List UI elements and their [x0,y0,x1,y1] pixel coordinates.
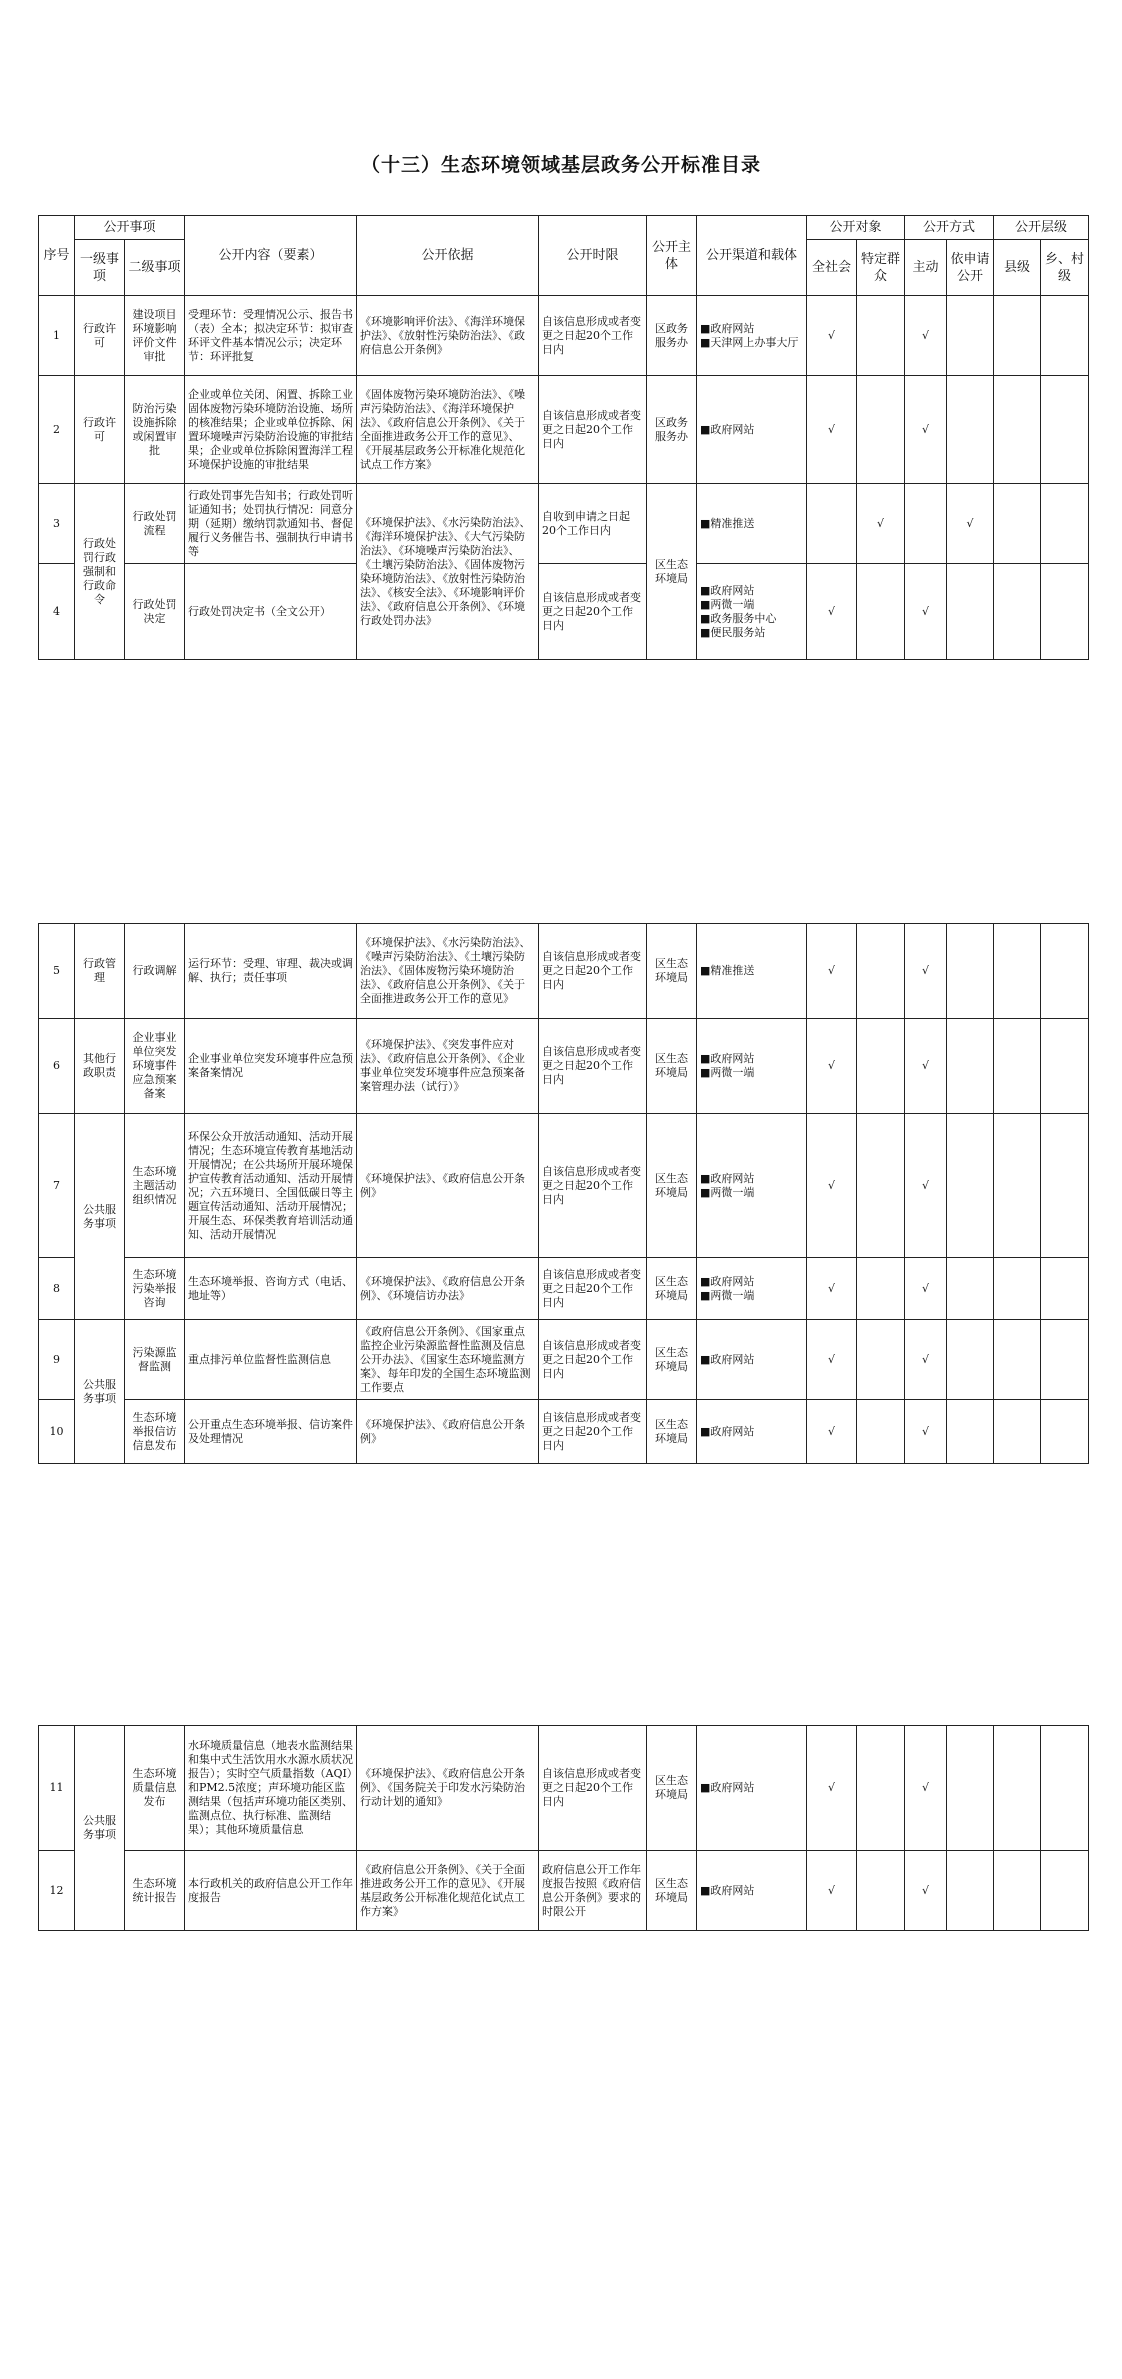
check-all-society: √ [807,1320,857,1400]
row-period: 自该信息形成或者变更之日起20个工作日内 [539,564,647,660]
row-content: 水环境质量信息（地表水监测结果和集中式生活饮用水水源水质状况报告）；实时空气质量指数（AQI）和PM2.5浓度；声环境功能区监测结果（包括声环境功能区类别、监测点位、执行标准、监测结果）；其他环境质量信息 [185,1726,357,1851]
table-row [39,564,1089,660]
empty-cell [994,924,1041,1019]
empty-cell [994,1258,1041,1320]
table-row [39,1400,1089,1464]
check-active: √ [905,1851,947,1931]
row-level1: 其他行政职责 [75,1019,125,1114]
channel-item: ■政府网站 [700,1883,755,1897]
empty-cell [1041,484,1089,564]
row-seq: 12 [39,1851,75,1931]
row-seq: 3 [39,484,75,564]
channel-item: ■政府网站 [700,1171,755,1185]
header-all-society: 全社会 [807,240,857,296]
empty-cell [857,1114,905,1258]
channel-item: ■两微一端 [700,1288,755,1302]
row-basis: 《环境保护法》、《政府信息公开条例》、《环境信访办法》 [357,1258,539,1320]
row-content: 环保公众开放活动通知、活动开展情况；生态环境宣传教育基地活动开展情况；在公共场所开展环境保护宣传教育活动通知、活动开展情况；六五环境日、全国低碳日等主题宣传活动通知、活动开展情况；开展生态、环保类教育培训活动通知、活动开展情况 [185,1114,357,1258]
empty-cell [947,1320,994,1400]
empty-cell [994,296,1041,376]
header-active: 主动 [905,240,947,296]
catalog-table-part-2 [38,923,1089,1464]
row-level1: 行政许可 [75,376,125,484]
header-county: 县级 [994,240,1041,296]
empty-cell [857,1320,905,1400]
header-seq: 序号 [39,216,75,296]
channel-item: ■两微一端 [700,597,755,611]
empty-cell [857,1258,905,1320]
row-basis: 《环境保护法》、《突发事件应对法》、《政府信息公开条例》、《企业事业单位突发环境事件应急预案备案管理办法（试行）》 [357,1019,539,1114]
row-seq: 2 [39,376,75,484]
empty-cell [857,376,905,484]
check-all-society: √ [807,1851,857,1931]
header-content: 公开内容（要素） [185,216,357,296]
row-content: 生态环境举报、咨询方式（电话、地址等） [185,1258,357,1320]
row-period: 自该信息形成或者变更之日起20个工作日内 [539,924,647,1019]
check-all-society: √ [807,1400,857,1464]
empty-cell [947,1019,994,1114]
row-content: 企业或单位关闭、闲置、拆除工业固体废物污染环境防治设施、场所的核准结果；企业或单位拆除、闲置环境噪声污染防治设施的审批结果；企业或单位拆除闲置海洋工程环境保护设施的审批结果 [185,376,357,484]
empty-cell [857,1400,905,1464]
row-seq: 1 [39,296,75,376]
row-level2: 生态环境质量信息发布 [125,1726,185,1851]
table-row [39,1320,1089,1400]
check-active: √ [905,1258,947,1320]
row-subject: 区政务服务办 [647,376,697,484]
row-channels [697,484,807,564]
empty-cell [994,1114,1041,1258]
header-on-request: 依申请公开 [947,240,994,296]
row-period: 政府信息公开工作年度报告按照《政府信息公开条例》要求的时限公开 [539,1851,647,1931]
catalog-table-part-3 [38,1725,1089,1931]
check-active: √ [905,924,947,1019]
row-level2: 行政调解 [125,924,185,1019]
row-channels [697,376,807,484]
row-seq: 7 [39,1114,75,1258]
empty-cell [947,564,994,660]
channel-item: ■政府网站 [700,1424,755,1438]
row-level1: 行政处罚行政强制和行政命令 [75,484,125,660]
check-active: √ [905,1320,947,1400]
empty-cell [994,1400,1041,1464]
row-subject: 区生态环境局 [647,924,697,1019]
check-all-society: √ [807,376,857,484]
row-level2: 防治污染设施拆除或闲置审批 [125,376,185,484]
table-row [39,1114,1089,1258]
row-basis: 《政府信息公开条例》、《国家重点监控企业污染源监督性监测及信息公开办法》、《国家生态环境监测方案》、每年印发的全国生态环境监测工作要点 [357,1320,539,1400]
header-subject: 公开主体 [647,216,697,296]
row-level2: 生态环境举报信访信息发布 [125,1400,185,1464]
row-content: 重点排污单位监督性监测信息 [185,1320,357,1400]
empty-cell [1041,376,1089,484]
row-period: 自该信息形成或者变更之日起20个工作日内 [539,1258,647,1320]
empty-cell [1041,924,1089,1019]
row-channels [697,1726,807,1851]
row-subject: 区生态环境局 [647,1400,697,1464]
header-basis: 公开依据 [357,216,539,296]
row-channels [697,1851,807,1931]
table-row [39,296,1089,376]
row-period: 自该信息形成或者变更之日起20个工作日内 [539,1726,647,1851]
row-content: 行政处罚事先告知书；行政处罚听证通知书；处罚执行情况：同意分期（延期）缴纳罚款通知书、督促履行义务催告书、强制执行申请书等 [185,484,357,564]
empty-cell [947,376,994,484]
check-active: √ [905,1019,947,1114]
check-active: √ [905,376,947,484]
row-basis: 《环境保护法》、《政府信息公开条例》、《国务院关于印发水污染防治行动计划的通知》 [357,1726,539,1851]
empty-cell [994,1320,1041,1400]
row-period: 自该信息形成或者变更之日起20个工作日内 [539,1320,647,1400]
check-specific: √ [857,484,905,564]
channel-item: ■政府网站 [700,422,755,436]
row-seq: 4 [39,564,75,660]
header-specific: 特定群众 [857,240,905,296]
row-content: 本行政机关的政府信息公开工作年度报告 [185,1851,357,1931]
header-target-group: 公开对象 [807,216,905,240]
row-level1: 行政许可 [75,296,125,376]
row-basis: 《政府信息公开条例》、《关于全面推进政务公开工作的意见》、《开展基层政务公开标准化规范化试点工作方案》 [357,1851,539,1931]
row-subject: 区生态环境局 [647,484,697,660]
row-level2: 行政处罚决定 [125,564,185,660]
channel-item: ■天津网上办事大厅 [700,335,799,349]
check-active: √ [905,1726,947,1851]
table-row [39,1851,1089,1931]
row-channels [697,1320,807,1400]
row-subject: 区生态环境局 [647,1019,697,1114]
row-level2: 建设项目环境影响评价文件审批 [125,296,185,376]
check-active: √ [905,296,947,376]
row-level2: 企业事业单位突发环境事件应急预案备案 [125,1019,185,1114]
row-basis: 《环境保护法》、《水污染防治法》、《噪声污染防治法》、《土壤污染防治法》、《固体废物污染环境防治法》、《政府信息公开条例》、《关于全面推进政务公开工作的意见》 [357,924,539,1019]
table-row [39,484,1089,564]
table-row [39,1019,1089,1114]
row-level2: 污染源监督监测 [125,1320,185,1400]
row-content: 企业事业单位突发环境事件应急预案备案情况 [185,1019,357,1114]
empty-cell [1041,1320,1089,1400]
row-level1: 公共服务事项 [75,1114,125,1320]
row-level1: 行政管理 [75,924,125,1019]
check-all-society: √ [807,564,857,660]
check-all-society: √ [807,296,857,376]
row-period: 自该信息形成或者变更之日起20个工作日内 [539,376,647,484]
table-row [39,1726,1089,1851]
row-content: 受理环节：受理情况公示、报告书（表）全本；拟决定环节：拟审查环评文件基本情况公示；决定环节：环评批复 [185,296,357,376]
empty-cell [994,564,1041,660]
row-period: 自该信息形成或者变更之日起20个工作日内 [539,1400,647,1464]
row-level2: 生态环境统计报告 [125,1851,185,1931]
header-level2: 二级事项 [125,240,185,296]
channel-item: ■政府网站 [700,583,755,597]
row-period: 自该信息形成或者变更之日起20个工作日内 [539,1114,647,1258]
row-period: 自该信息形成或者变更之日起20个工作日内 [539,1019,647,1114]
row-channels [697,1400,807,1464]
check-active: √ [905,1400,947,1464]
channel-item: ■政务服务中心 [700,611,777,625]
table-row [39,376,1089,484]
empty-cell [1041,1258,1089,1320]
empty-cell [857,296,905,376]
empty-cell [1041,1851,1089,1931]
page-title: （十三）生态环境领域基层政务公开标准目录 [360,154,761,176]
table-row [39,1258,1089,1320]
empty-cell [1041,1400,1089,1464]
row-channels [697,296,807,376]
row-channels [697,1258,807,1320]
empty-cell [905,484,947,564]
empty-cell [994,1726,1041,1851]
empty-cell [857,1851,905,1931]
row-seq: 9 [39,1320,75,1400]
check-all-society: √ [807,1114,857,1258]
row-basis: 《环境保护法》、《水污染防治法》、《海洋环境保护法》、《大气污染防治法》、《环境噪声污染防治法》、《土壤污染防治法》、《固体废物污染环境防治法》、《放射性污染防治法》、《核安全法》、《环境影响评价法》、《政府信息公开条例》、《环境行政处罚办法》 [357,484,539,660]
empty-cell [994,1851,1041,1931]
row-subject: 区生态环境局 [647,1320,697,1400]
channel-item: ■政府网站 [700,1274,755,1288]
header-level1: 一级事项 [75,240,125,296]
check-on-request: √ [947,484,994,564]
row-channels [697,564,807,660]
check-active: √ [905,1114,947,1258]
empty-cell [857,924,905,1019]
row-subject: 区生态环境局 [647,1851,697,1931]
header-period: 公开时限 [539,216,647,296]
empty-cell [1041,296,1089,376]
row-basis: 《环境影响评价法》、《海洋环境保护法》、《放射性污染防治法》、《政府信息公开条例》 [357,296,539,376]
row-seq: 10 [39,1400,75,1464]
row-level2: 行政处罚流程 [125,484,185,564]
row-seq: 11 [39,1726,75,1851]
header-item-group: 公开事项 [75,216,185,240]
check-all-society: √ [807,1019,857,1114]
empty-cell [947,296,994,376]
channel-item: ■便民服务站 [700,625,766,639]
check-all-society: √ [807,1258,857,1320]
empty-cell [947,1258,994,1320]
row-level2: 生态环境主题活动组织情况 [125,1114,185,1258]
row-seq: 5 [39,924,75,1019]
row-level1: 公共服务事项 [75,1726,125,1931]
header-channel: 公开渠道和载体 [697,216,807,296]
row-period: 自收到申请之日起20个工作日内 [539,484,647,564]
row-basis: 《固体废物污染环境防治法》、《噪声污染防治法》、《海洋环境保护法》、《政府信息公开条例》、《关于全面推进政务公开工作的意见》、《开展基层政务公开标准化规范化试点工作方案》 [357,376,539,484]
row-basis: 《环境保护法》、《政府信息公开条例》 [357,1400,539,1464]
row-level1: 公共服务事项 [75,1320,125,1464]
empty-cell [1041,1726,1089,1851]
catalog-table-part-1 [38,215,1089,660]
empty-cell [947,924,994,1019]
empty-cell [807,484,857,564]
empty-cell [1041,564,1089,660]
empty-cell [947,1851,994,1931]
row-channels [697,1114,807,1258]
empty-cell [947,1400,994,1464]
empty-cell [857,564,905,660]
row-seq: 8 [39,1258,75,1320]
empty-cell [947,1114,994,1258]
header-method-group: 公开方式 [905,216,994,240]
row-content: 公开重点生态环境举报、信访案件及处理情况 [185,1400,357,1464]
row-channels [697,924,807,1019]
empty-cell [994,376,1041,484]
channel-item: ■政府网站 [700,1052,755,1065]
row-content: 运行环节：受理、审理、裁决或调解、执行；责任事项 [185,924,357,1019]
row-content: 行政处罚决定书（全文公开） [185,564,357,660]
check-all-society: √ [807,1726,857,1851]
table-row [39,924,1089,1019]
channel-item: ■精准推送 [700,964,755,977]
channel-item: ■两微一端 [700,1185,755,1199]
empty-cell [857,1726,905,1851]
empty-cell [857,1019,905,1114]
row-subject: 区生态环境局 [647,1258,697,1320]
row-subject: 区生态环境局 [647,1726,697,1851]
row-basis: 《环境保护法》、《政府信息公开条例》 [357,1114,539,1258]
empty-cell [994,1019,1041,1114]
row-subject: 区生态环境局 [647,1114,697,1258]
row-subject: 区政务服务办 [647,296,697,376]
empty-cell [994,484,1041,564]
check-active: √ [905,564,947,660]
empty-cell [1041,1019,1089,1114]
row-channels [697,1019,807,1114]
row-period: 自该信息形成或者变更之日起20个工作日内 [539,296,647,376]
header-village: 乡、村级 [1041,240,1089,296]
channel-item: ■两微一端 [700,1066,755,1079]
empty-cell [947,1726,994,1851]
header-level-group: 公开层级 [994,216,1089,240]
channel-item: ■政府网站 [700,1781,755,1794]
row-level2: 生态环境污染举报咨询 [125,1258,185,1320]
channel-item: ■精准推送 [700,516,755,530]
check-all-society: √ [807,924,857,1019]
channel-item: ■政府网站 [700,321,755,335]
empty-cell [1041,1114,1089,1258]
channel-item: ■政府网站 [700,1352,755,1366]
row-seq: 6 [39,1019,75,1114]
